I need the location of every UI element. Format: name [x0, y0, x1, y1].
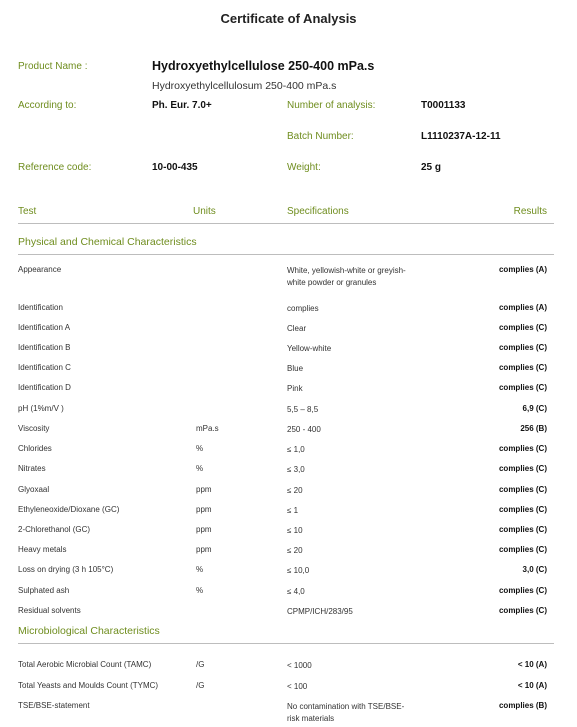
test-name: Viscosity: [18, 424, 50, 433]
test-specification: ≤ 20: [287, 486, 303, 495]
test-result: complies (C): [498, 606, 547, 615]
test-result: < 10 (A): [517, 681, 547, 690]
test-name: Ethyleneoxide/Dioxane (GC): [18, 505, 120, 514]
test-name: TSE/BSE-statement: [18, 701, 90, 710]
test-result: complies (C): [498, 343, 547, 352]
test-name: Sulphated ash: [18, 586, 70, 595]
test-name: Identification C: [18, 363, 71, 372]
column-header-units: Units: [193, 206, 216, 217]
test-result: 256 (B): [520, 424, 547, 433]
test-result: complies (C): [498, 545, 547, 554]
column-header-divider: [18, 223, 554, 224]
section-title-physical-chemical: Physical and Chemical Characteristics: [18, 236, 197, 248]
test-name: Nitrates: [18, 464, 46, 473]
test-name: Residual solvents: [18, 606, 81, 615]
test-specification: Yellow-white: [287, 344, 332, 353]
test-name: Glyoxaal: [18, 485, 50, 494]
test-name: Total Yeasts and Moulds Count (TYMC): [18, 681, 159, 690]
test-name: Identification B: [18, 343, 71, 352]
test-result: 3,0 (C): [522, 565, 547, 574]
batch-number-label: Batch Number:: [287, 131, 354, 142]
test-specification: 5,5 – 8,5: [287, 405, 319, 414]
weight-label: Weight:: [287, 162, 321, 173]
test-units: ppm: [196, 525, 212, 534]
test-units: /G: [196, 681, 205, 690]
test-result: complies (A): [498, 265, 547, 274]
according-to-label: According to:: [18, 100, 77, 111]
test-specification: Blue: [287, 364, 304, 373]
test-specification: ≤ 4,0: [287, 587, 305, 596]
test-units: ppm: [196, 505, 212, 514]
test-units: %: [196, 444, 204, 453]
section-divider: [18, 254, 554, 255]
certificate-title: Certificate of Analysis: [220, 11, 357, 26]
test-name: Appearance: [18, 265, 62, 274]
test-specification: No contamination with TSE/BSE-risk materials: [287, 702, 405, 723]
test-specification: ≤ 10,0: [287, 566, 310, 575]
test-name: Identification D: [18, 383, 71, 392]
test-units: %: [196, 586, 204, 595]
test-result: complies (C): [498, 525, 547, 534]
test-name: Identification A: [18, 323, 71, 332]
test-specification: ≤ 3,0: [287, 465, 305, 474]
product-name-alt: Hydroxyethylcellulosum 250-400 mPa.s: [152, 80, 337, 92]
test-units: ppm: [196, 545, 212, 554]
reference-code-label: Reference code:: [18, 162, 92, 173]
test-specification: CPMP/ICH/283/95: [287, 607, 353, 616]
test-result: complies (C): [498, 485, 547, 494]
test-result: 6,9 (C): [522, 404, 547, 413]
test-specification: < 1000: [287, 661, 312, 670]
test-specification: Pink: [287, 384, 303, 393]
reference-code-value: 10-00-435: [152, 162, 198, 173]
test-name: 2-Chlorethanol (GC): [18, 525, 91, 534]
test-result: complies (C): [498, 323, 547, 332]
test-name: Identification: [18, 303, 63, 312]
test-specification: White, yellowish-white or greyish-white powder or granules: [287, 266, 406, 287]
test-units: /G: [196, 660, 205, 669]
test-units: ppm: [196, 485, 212, 494]
test-result: complies (C): [498, 383, 547, 392]
test-result: complies (C): [498, 586, 547, 595]
test-units: %: [196, 565, 204, 574]
column-header-test: Test: [18, 206, 37, 217]
test-specification: complies: [287, 304, 319, 313]
test-name: pH (1%m/V ): [18, 404, 64, 413]
test-name: Total Aerobic Microbial Count (TAMC): [18, 660, 152, 669]
analysis-number-value: T0001133: [421, 100, 466, 111]
column-header-specifications: Specifications: [287, 206, 349, 217]
test-result: < 10 (A): [517, 660, 547, 669]
test-name: Loss on drying (3 h 105°C): [18, 565, 114, 574]
test-specification: 250 - 400: [287, 425, 321, 434]
section-title-microbiological: Microbiological Characteristics: [18, 625, 160, 637]
test-result: complies (C): [498, 363, 547, 372]
test-specification: ≤ 10: [287, 526, 303, 535]
test-specification: < 100: [287, 682, 308, 691]
test-specification: ≤ 20: [287, 546, 303, 555]
product-name: Hydroxyethylcellulose 250-400 mPa.s: [152, 59, 375, 73]
test-result: complies (C): [498, 505, 547, 514]
test-result: complies (C): [498, 444, 547, 453]
test-name: Heavy metals: [18, 545, 67, 554]
test-name: Chlorides: [18, 444, 52, 453]
test-units: mPa.s: [196, 424, 219, 433]
test-units: %: [196, 464, 204, 473]
test-specification: ≤ 1,0: [287, 445, 305, 454]
test-result: complies (B): [498, 701, 547, 710]
batch-number-value: L1110237A-12-11: [421, 131, 501, 142]
according-to-value: Ph. Eur. 7.0+: [152, 100, 212, 111]
column-header-results: Results: [513, 206, 547, 217]
test-specification: Clear: [287, 324, 307, 333]
weight-value: 25 g: [421, 162, 442, 173]
test-result: complies (C): [498, 464, 547, 473]
product-name-label: Product Name :: [18, 61, 88, 72]
analysis-number-label: Number of analysis:: [287, 100, 376, 111]
test-result: complies (A): [498, 303, 547, 312]
test-specification: ≤ 1: [287, 506, 299, 515]
section-divider: [18, 643, 554, 644]
